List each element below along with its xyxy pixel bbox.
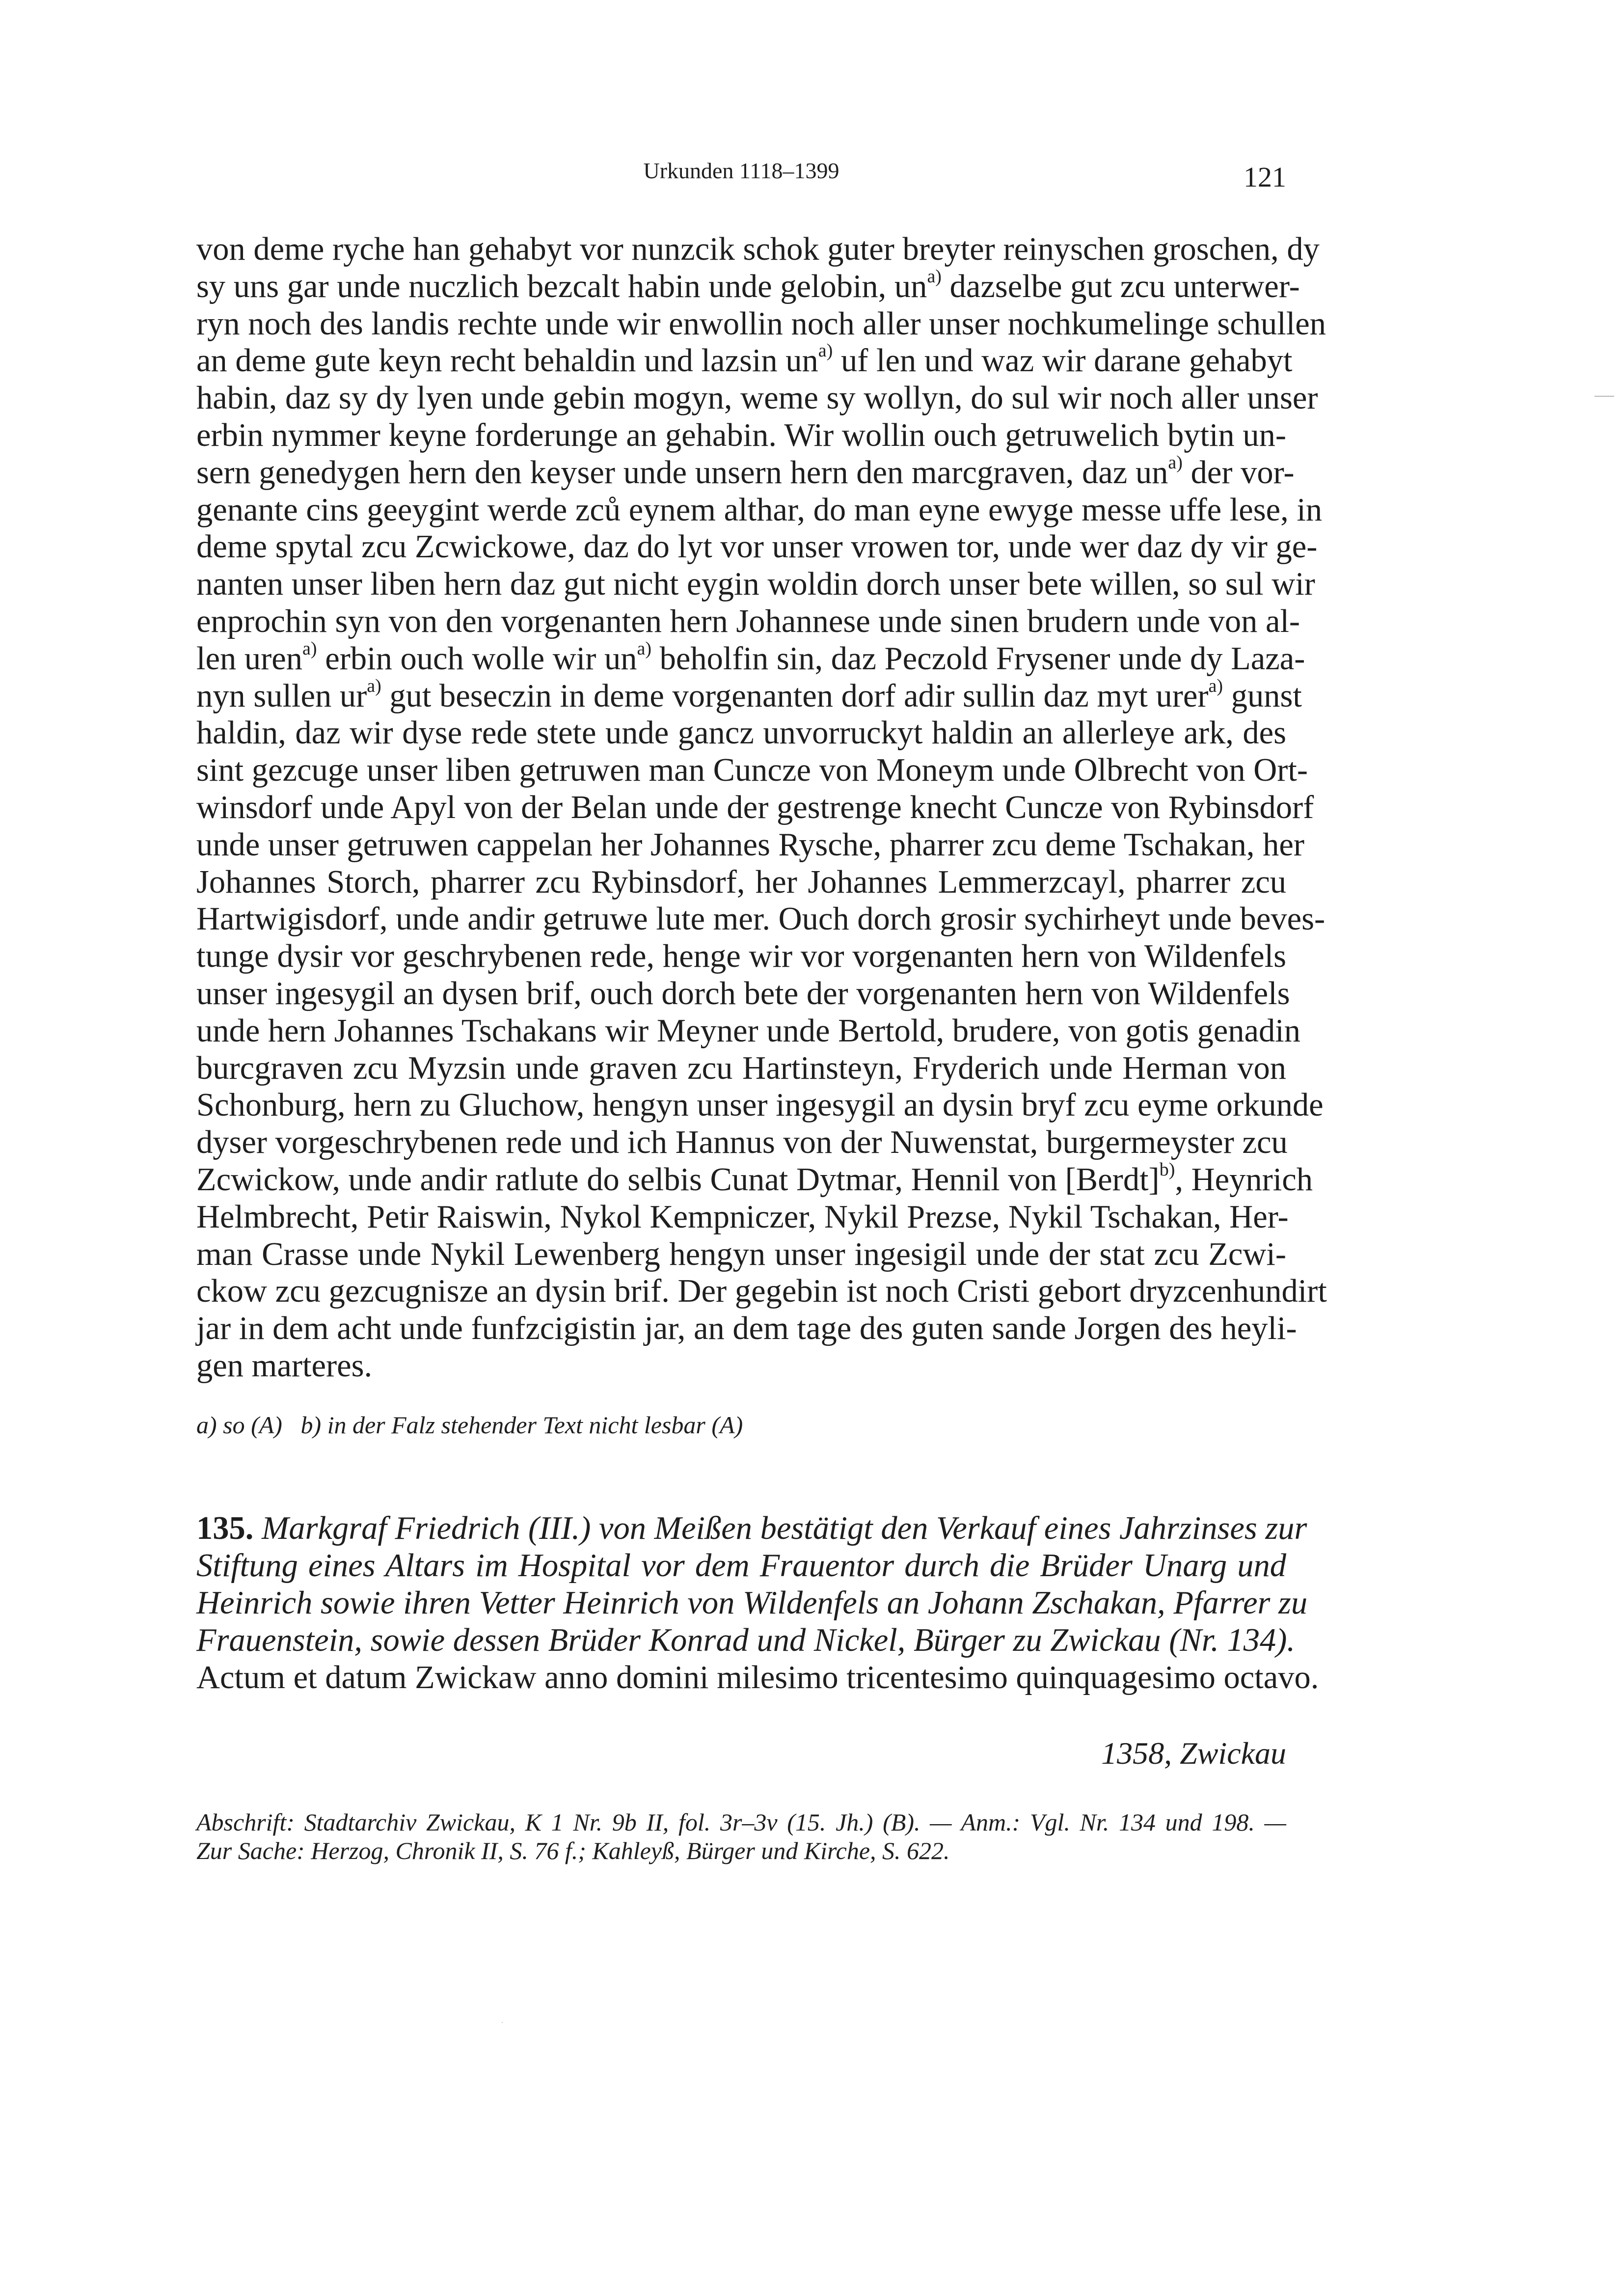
footnote-marker: a) (1168, 452, 1183, 473)
text-line: unser ingesygil an dysen brif, ouch dorch bete der vorgenanten hern von Wildenfels (196, 975, 1290, 1011)
text-line: Hartwigisdorf, unde andir getruwe lute mer. Ouch dorch grosir sychirheyt unde beves- (196, 901, 1325, 937)
text-line: sy uns gar unde nuczlich bezcalt habin unde gelobin, $un^{a)}$ dazselbe gut zcu unterwer- (196, 266, 1300, 304)
text-line: unde unser getruwen cappelan her Johannes Rysche, pharrer zcu deme Tschakan, her (196, 826, 1305, 863)
footnotes: a) so (A) b) in der Falz stehender Text nicht lesbar (A) (196, 1411, 743, 1439)
text-line: genante cins geeygint werde zců eynem althar, do man eyne ewyge messe uffe lese, in (196, 492, 1323, 528)
actum-line: Actum et datum Zwickaw anno domini milesimo tricentesimo quinquagesimo octavo. (196, 1660, 1319, 1695)
text-line: ckow zcu gezcugnisze an dysin brif. Der gegebin ist noch Cristi gebort dryzcenhundirt (196, 1273, 1327, 1310)
footnote-marker: a) (302, 638, 317, 659)
text-line: sint gezcuge unser liben getruwen man Cuncze von Moneym unde Olbrecht von Ort- (196, 752, 1308, 789)
page-number: 121 (1244, 161, 1286, 193)
text-line: winsdorf unde Apyl von der Belan unde der gestrenge knecht Cuncze von Rybinsdorf (196, 789, 1314, 825)
document-number: 135. (196, 1510, 254, 1546)
text-line: an deme gute keyn recht behaldin und lazsin $un^{a)}$ uf len und waz wir darane gehabyt (196, 340, 1293, 379)
regest-summary-line: Markgraf Friedrich (III.) von Meißen bestätigt den Verkauf eines Jahrzinses zur (253, 1510, 1307, 1546)
footnote-marker: a) (1208, 675, 1223, 696)
charter-text (196, 231, 1327, 1385)
text-line: enprochin syn von den vorgenanten hern Johannese unde sinen brudern unde von al- (196, 603, 1300, 639)
text-line: von deme ryche han gehabyt vor nunzcik schok guter breyter reinyschen groschen, dy (196, 231, 1320, 267)
scan-speck (502, 2022, 503, 2023)
text-line: Schonburg, hern zu Gluchow, hengyn unser ingesygil an dysin bryf zcu eyme orkunde (196, 1087, 1324, 1123)
text-line: burcgraven zcu Myzsin unde graven zcu Hartinsteyn, Fryderich unde Herman von (196, 1050, 1286, 1086)
text-line: Johannes Storch, pharrer zcu Rybinsdorf, her Johannes Lemmerzcayl, pharrer zcu (196, 864, 1286, 900)
text-line: jar in dem acht unde funfzcigistin jar, an dem tage des guten sande Jorgen des heyli- (196, 1311, 1297, 1347)
footnote-marker: a) (927, 266, 942, 287)
text-line: haldin, daz wir dyse rede stete unde gancz unvorruckyt haldin an allerleye ark, des (196, 715, 1286, 751)
regest-summary-line: Stiftung eines Altars im Hospital vor dem Frauentor durch die Brüder Unarg und (196, 1548, 1286, 1584)
text-line: gen marteres. (196, 1347, 373, 1384)
margin-mark (1595, 396, 1614, 397)
regest-summary-line: Heinrich sowie ihren Vetter Heinrich von Wildenfels an Johann Zschakan, Pfarrer zu (196, 1585, 1308, 1621)
text-line: dyser vorgeschrybenen rede und ich Hannus von der Nuwenstat, burgermeyster zcu (196, 1124, 1288, 1161)
source-note (196, 1808, 1286, 1865)
regest (196, 1510, 1319, 1696)
regest-heading-line (196, 1510, 1307, 1547)
text-line: len uren$^{a)}$ erbin ouch wolle wir $un^{a)}$ beholfin sin, daz Peczold Frysener unde dy Laza- (196, 638, 1305, 677)
text-line: nyn sullen $ur^{a)}$ gut beseczin in deme vorgenanten dorf adir sullin daz myt urer$^{a)}$ gunst (196, 675, 1302, 714)
text-line: Zcwickow, unde andir ratlute do selbis Cunat Dytmar, Hennil von [Berdt]$^{b)}$, Heynrich (196, 1159, 1313, 1198)
text-line: unde hern Johannes Tschakans wir Meyner unde Bertold, brudere, von gotis genadin (196, 1012, 1301, 1049)
text-line: tunge dysir vor geschrybenen rede, henge wir vor vorgenanten hern von Wildenfels (196, 938, 1286, 975)
text-line: sern genedygen hern den keyser unde unsern hern den marcgraven, daz $un^{a)}$ der vor- (196, 452, 1295, 491)
date-place: 1358, Zwickau (1101, 1736, 1286, 1771)
text-line: deme spytal zcu Zcwickowe, daz do lyt vor unser vrowen tor, unde wer daz dy vir ge- (196, 529, 1318, 565)
text-line: Helmbrecht, Petir Raiswin, Nykol Kempniczer, Nykil Prezse, Nykil Tschakan, Her- (196, 1199, 1289, 1235)
text-line: nanten unser liben hern daz gut nicht eygin woldin dorch unser bete willen, so sul wir (196, 566, 1315, 602)
source-note-line: Abschrift: Stadtarchiv Zwickau, K 1 Nr. 9b II, fol. 3r–3v (15. Jh.) (B). — Anm.: Vgl. Nr. 134 und 198. — (196, 1808, 1286, 1836)
regest-summary-line: Frauenstein, sowie dessen Brüder Konrad und Nickel, Bürger zu Zwickau (Nr. 134). (196, 1622, 1296, 1658)
running-head: Urkunden 1118–1399 (643, 158, 839, 183)
footnote-marker: a) (367, 675, 381, 696)
text-line: man Crasse unde Nykil Lewenberg hengyn unser ingesigil unde der stat zcu Zcwi- (196, 1236, 1286, 1272)
source-note-line: Zur Sache: Herzog, Chronik II, S. 76 f.; Kahleyß, Bürger und Kirche, S. 622. (196, 1837, 950, 1864)
text-line: habin, daz sy dy lyen unde gebin mogyn, weme sy wollyn, do sul wir noch aller unser (196, 380, 1318, 416)
footnote-marker: b) (1159, 1159, 1175, 1180)
text-line: erbin nymmer keyne forderunge an gehabin. Wir wollin ouch getruwelich bytin un- (196, 417, 1286, 453)
footnote-marker: a) (818, 340, 833, 361)
page-header (196, 156, 1286, 195)
text-line: ryn noch des landis rechte unde wir enwollin noch aller unser nochkumelinge schullen (196, 305, 1326, 342)
footnote-marker: a) (637, 638, 652, 659)
